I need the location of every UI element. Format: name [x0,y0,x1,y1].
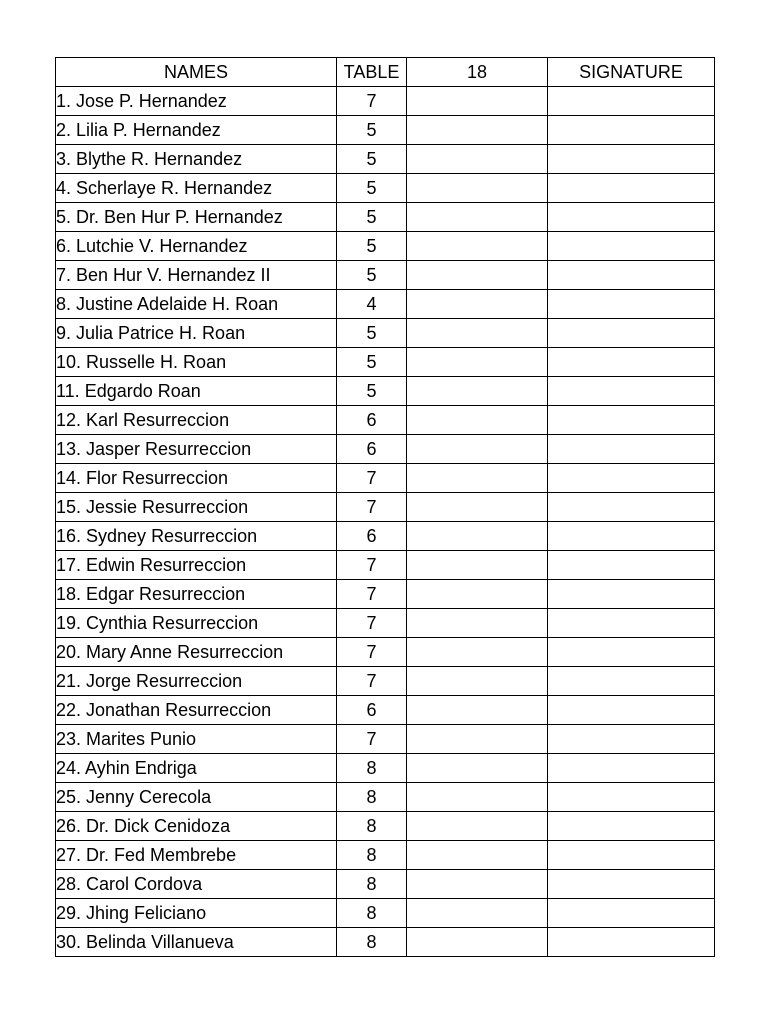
guest-name: 5. Dr. Ben Hur P. Hernandez [56,203,337,232]
table-number: 8 [337,783,407,812]
table-number: 5 [337,116,407,145]
guest-name: 24. Ayhin Endriga [56,754,337,783]
header-row [56,58,715,87]
table-row [56,464,715,493]
signature-cell[interactable] [548,435,715,464]
column-18-cell [407,406,548,435]
signature-cell[interactable] [548,754,715,783]
table-row [56,609,715,638]
table-number: 8 [337,812,407,841]
attendance-sheet [55,57,715,957]
table-number: 8 [337,928,407,957]
guest-name: 13. Jasper Resurreccion [56,435,337,464]
table-row [56,841,715,870]
signature-cell[interactable] [548,522,715,551]
column-18-cell [407,812,548,841]
column-18-cell [407,87,548,116]
guest-name: 9. Julia Patrice H. Roan [56,319,337,348]
guest-name: 25. Jenny Cerecola [56,783,337,812]
table-row [56,580,715,609]
guest-name: 10. Russelle H. Roan [56,348,337,377]
table-number: 6 [337,406,407,435]
guest-name: 29. Jhing Feliciano [56,899,337,928]
table-number: 6 [337,435,407,464]
table-number: 7 [337,580,407,609]
column-18-cell [407,145,548,174]
header-names: NAMES [56,58,337,87]
table-row [56,290,715,319]
signature-cell[interactable] [548,406,715,435]
column-18-cell [407,522,548,551]
table-row [56,870,715,899]
signature-cell[interactable] [548,899,715,928]
signature-cell[interactable] [548,638,715,667]
table-row [56,232,715,261]
guest-name: 2. Lilia P. Hernandez [56,116,337,145]
column-18-cell [407,174,548,203]
column-18-cell [407,493,548,522]
table-row [56,377,715,406]
guest-name: 1. Jose P. Hernandez [56,87,337,116]
guest-name: 20. Mary Anne Resurreccion [56,638,337,667]
table-number: 7 [337,638,407,667]
table-number: 8 [337,841,407,870]
guest-name: 28. Carol Cordova [56,870,337,899]
signature-cell[interactable] [548,580,715,609]
table-row [56,725,715,754]
column-18-cell [407,435,548,464]
table-row [56,754,715,783]
table-body [56,87,715,957]
table-number: 5 [337,348,407,377]
table-number: 7 [337,493,407,522]
table-row [56,319,715,348]
table-number: 5 [337,145,407,174]
table-number: 6 [337,522,407,551]
signature-cell[interactable] [548,609,715,638]
table-row [56,899,715,928]
guest-name: 16. Sydney Resurreccion [56,522,337,551]
table-number: 5 [337,377,407,406]
signature-cell[interactable] [548,261,715,290]
table-row [56,812,715,841]
header-table: TABLE [337,58,407,87]
guest-name: 26. Dr. Dick Cenidoza [56,812,337,841]
table-row [56,522,715,551]
guest-name: 30. Belinda Villanueva [56,928,337,957]
table-row [56,667,715,696]
column-18-cell [407,725,548,754]
table-row [56,638,715,667]
guest-name: 19. Cynthia Resurreccion [56,609,337,638]
guest-name: 23. Marites Punio [56,725,337,754]
signature-cell[interactable] [548,551,715,580]
signature-cell[interactable] [548,377,715,406]
table-number: 7 [337,667,407,696]
table-number: 7 [337,725,407,754]
column-18-cell [407,754,548,783]
signature-cell[interactable] [548,696,715,725]
column-18-cell [407,377,548,406]
column-18-cell [407,116,548,145]
table-number: 6 [337,696,407,725]
table-row [56,116,715,145]
signature-cell[interactable] [548,725,715,754]
column-18-cell [407,348,548,377]
column-18-cell [407,841,548,870]
guest-name: 6. Lutchie V. Hernandez [56,232,337,261]
guest-name: 17. Edwin Resurreccion [56,551,337,580]
signature-cell[interactable] [548,493,715,522]
table-row [56,783,715,812]
signature-cell[interactable] [548,87,715,116]
column-18-cell [407,899,548,928]
guest-name: 3. Blythe R. Hernandez [56,145,337,174]
column-18-cell [407,203,548,232]
column-18-cell [407,667,548,696]
guest-name: 18. Edgar Resurreccion [56,580,337,609]
column-18-cell [407,609,548,638]
table-row [56,406,715,435]
guest-name: 15. Jessie Resurreccion [56,493,337,522]
table-row [56,174,715,203]
column-18-cell [407,551,548,580]
table-number: 7 [337,551,407,580]
table-number: 5 [337,319,407,348]
table-number: 4 [337,290,407,319]
guest-name: 8. Justine Adelaide H. Roan [56,290,337,319]
table-number: 7 [337,87,407,116]
signature-cell[interactable] [548,145,715,174]
column-18-cell [407,783,548,812]
table-row [56,261,715,290]
table-number: 5 [337,174,407,203]
column-18-cell [407,638,548,667]
table-number: 8 [337,899,407,928]
table-number: 5 [337,261,407,290]
guest-name: 22. Jonathan Resurreccion [56,696,337,725]
table-number: 7 [337,609,407,638]
column-18-cell [407,870,548,899]
table-row [56,928,715,957]
signature-cell[interactable] [548,841,715,870]
column-18-cell [407,580,548,609]
signature-cell[interactable] [548,290,715,319]
guest-name: 7. Ben Hur V. Hernandez II [56,261,337,290]
guest-name: 14. Flor Resurreccion [56,464,337,493]
column-18-cell [407,319,548,348]
table-row [56,348,715,377]
guest-name: 4. Scherlaye R. Hernandez [56,174,337,203]
header-number: 18 [407,58,548,87]
attendance-table [55,57,715,957]
signature-cell[interactable] [548,232,715,261]
table-row [56,435,715,464]
table-header [56,58,715,87]
guest-name: 27. Dr. Fed Membrebe [56,841,337,870]
header-signature: SIGNATURE [548,58,715,87]
table-row [56,87,715,116]
signature-cell[interactable] [548,783,715,812]
guest-name: 21. Jorge Resurreccion [56,667,337,696]
signature-cell[interactable] [548,870,715,899]
table-row [56,551,715,580]
table-row [56,696,715,725]
table-row [56,493,715,522]
column-18-cell [407,290,548,319]
signature-cell[interactable] [548,348,715,377]
column-18-cell [407,464,548,493]
column-18-cell [407,928,548,957]
column-18-cell [407,232,548,261]
table-number: 8 [337,754,407,783]
table-number: 7 [337,464,407,493]
signature-cell[interactable] [548,464,715,493]
column-18-cell [407,696,548,725]
table-row [56,203,715,232]
signature-cell[interactable] [548,116,715,145]
table-number: 5 [337,232,407,261]
table-number: 8 [337,870,407,899]
table-number: 5 [337,203,407,232]
signature-cell[interactable] [548,928,715,957]
signature-cell[interactable] [548,203,715,232]
signature-cell[interactable] [548,667,715,696]
signature-cell[interactable] [548,812,715,841]
column-18-cell [407,261,548,290]
signature-cell[interactable] [548,319,715,348]
guest-name: 11. Edgardo Roan [56,377,337,406]
table-row [56,145,715,174]
guest-name: 12. Karl Resurreccion [56,406,337,435]
signature-cell[interactable] [548,174,715,203]
